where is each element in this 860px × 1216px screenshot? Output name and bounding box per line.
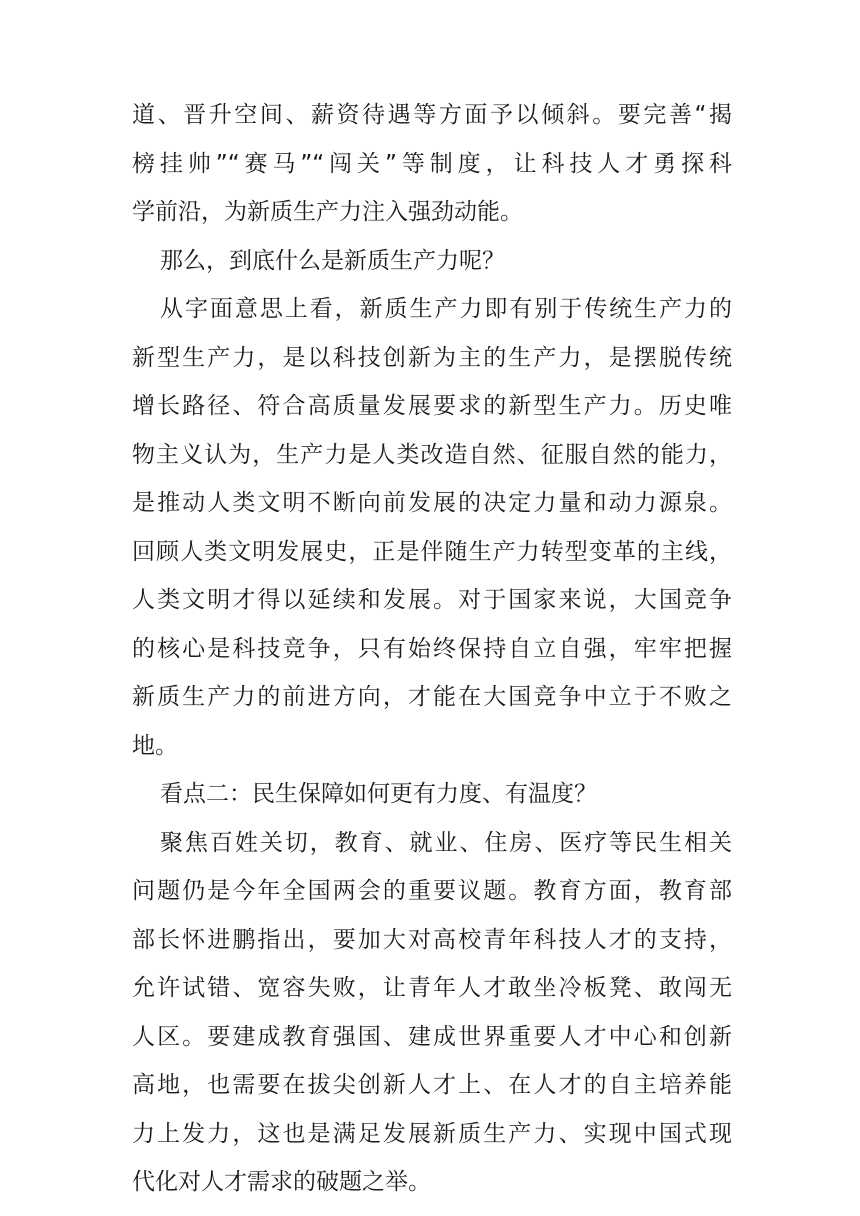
- text-line: 是推动人类文明不断向前发展的决定力量和动力源泉。: [132, 490, 732, 516]
- text-line: 那么，到底什么是新质生产力呢？: [160, 247, 505, 274]
- text-line: 榜挂帅”“赛马”“闯关”等制度，让科技人才勇探科: [132, 150, 732, 177]
- text-line: 人类文明才得以延续和发展。对于国家来说，大国竞争: [132, 587, 732, 613]
- text-line: 力上发力，这也是满足发展新质生产力、实现中国式现: [132, 1120, 732, 1147]
- text-line: 新质生产力的前进方向，才能在大国竞争中立于不败之: [132, 684, 732, 710]
- text-line: 物主义认为，生产力是人类改造自然、征服自然的能力，: [132, 441, 732, 468]
- text-line: 道、晋升空间、薪资待遇等方面予以倾斜。要完善“揭: [132, 102, 732, 128]
- text-line: 允许试错、宽容失败，让青年人才敢坐冷板凳、敢闯无: [132, 975, 732, 1001]
- text-line: 的核心是科技竞争，只有始终保持自立自强，牢牢把握: [132, 635, 732, 662]
- text-line: 从字面意思上看，新质生产力即有别于传统生产力的: [160, 296, 732, 322]
- text-line: 增长路径、符合高质量发展要求的新型生产力。历史唯: [132, 393, 732, 419]
- text-line: 人区。要建成教育强国、建成世界重要人才中心和创新: [132, 1023, 732, 1050]
- text-line: 学前沿，为新质生产力注入强劲动能。: [132, 199, 523, 225]
- text-line: 聚焦百姓关切，教育、就业、住房、医疗等民生相关: [160, 829, 732, 856]
- text-line: 看点二：民生保障如何更有力度、有温度？: [160, 781, 597, 807]
- text-line: 代化对人才需求的破题之举。: [132, 1169, 431, 1195]
- text-line: 问题仍是今年全国两会的重要议题。教育方面，教育部: [132, 878, 732, 904]
- text-line: 高地，也需要在拔尖创新人才上、在人才的自主培养能: [132, 1072, 732, 1098]
- text-line: 地。: [132, 732, 178, 759]
- text-line: 回顾人类文明发展史，正是伴随生产力转型变革的主线，: [132, 538, 732, 565]
- text-line: 新型生产力，是以科技创新为主的生产力，是摆脱传统: [132, 344, 732, 371]
- document-body: [132, 97, 732, 1213]
- text-line: 部长怀进鹏指出，要加大对高校青年科技人才的支持，: [132, 926, 732, 953]
